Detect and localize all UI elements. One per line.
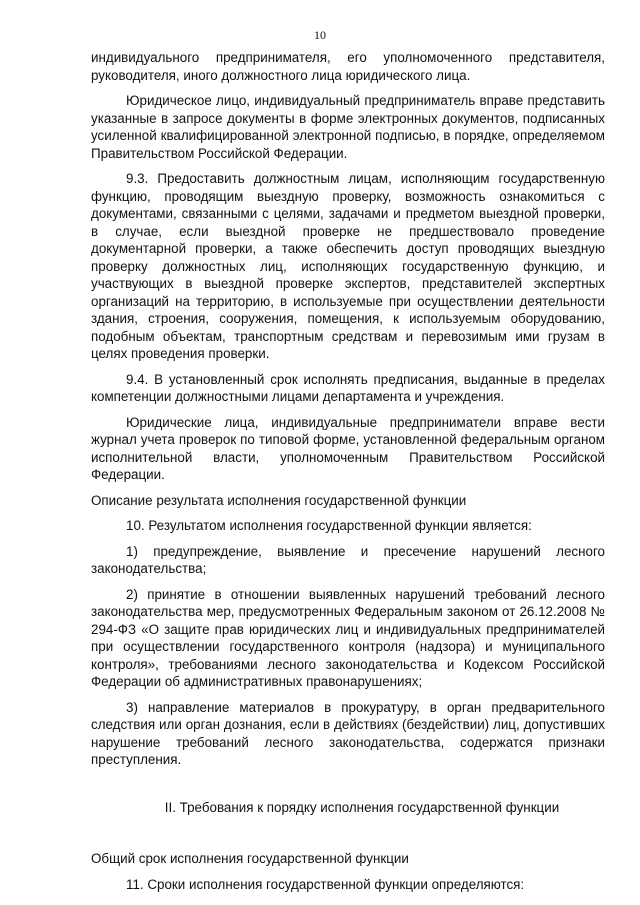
paragraph-9-4: 9.4. В установленный срок исполнять предписания, выданные в пределах компетенции должностными лицами департамента и учреждения. — [91, 371, 605, 404]
paragraph-electronic-documents: Юридическое лицо, индивидуальный предприниматель вправе представить указанные в запросе документы в форме электронных документов, подписанных усиленной квалифицированной электронной подписью, в порядке, определяемом Правительством Российской Федерации. — [91, 93, 605, 161]
document-body — [91, 49, 605, 901]
paragraph-9-3: 9.3. Предоставить должностным лицам, исполняющим государственную функцию, проводящим выездную проверку, возможность ознакомиться с документами, связанными с целями, задачами и предметом выездной проверки, в случае, если выездной проверке не предшествовало проведение документарной проверки, а также обеспечить доступ проводящих выездную проверку должностных лиц, исполняющих государственную функцию, и участвующих в выездной проверке экспертов, представителей экспертных организаций на территорию, в используемые при осуществлении деятельности здания, строения, сооружения, помещения, к используемым оборудованию, подобным объектам, транспортным средствам и перевозимым ими грузам в целях проведения проверки. — [91, 171, 605, 361]
subheading-general-term: Общий срок исполнения государственной функции — [91, 851, 409, 866]
section-title-ii: II. Требования к порядку исполнения государственной функции — [164, 799, 560, 815]
paragraph-11: 11. Сроки исполнения государственной функции определяются: — [126, 876, 525, 892]
paragraph-inspection-log: Юридические лица, индивидуальные предприниматели вправе вести журнал учета проверок по типовой форме, установленной федеральным органом исполнительной власти, уполномоченным Правительством Российской Федерации. — [91, 414, 605, 482]
paragraph-intro-continuation: индивидуального предпринимателя, его уполномоченного представителя, руководителя, иного должностного лица юридического лица. — [91, 50, 605, 83]
list-item-3: 3) направление материалов в прокуратуру, в орган предварительного следствия или орган дознания, если в действиях (бездействии) лиц, допустивших нарушение требований лесного законодательства, содержатся признаки преступления. — [91, 699, 605, 767]
section-spacer — [91, 816, 605, 850]
subheading-result-description: Описание результата исполнения государственной функции — [91, 492, 467, 508]
list-item-1: 1) предупреждение, выявление и пресечение нарушений лесного законодательства; — [91, 543, 605, 576]
list-item-2: 2) принятие в отношении выявленных нарушений требований лесного законодательства мер, предусмотренных Федеральным законом от 26.12.2008 № 294-ФЗ «О защите прав юридических лиц и индивидуальных предпринимателей при осуществлении государственного контроля (надзора) и муниципального контроля», требованиями лесного законодательства и Кодексом Российской Федерации об административных правонарушениях; — [91, 586, 605, 689]
paragraph-10: 10. Результатом исполнения государственной функции является: — [126, 518, 532, 533]
page-number: 10 — [314, 28, 326, 42]
